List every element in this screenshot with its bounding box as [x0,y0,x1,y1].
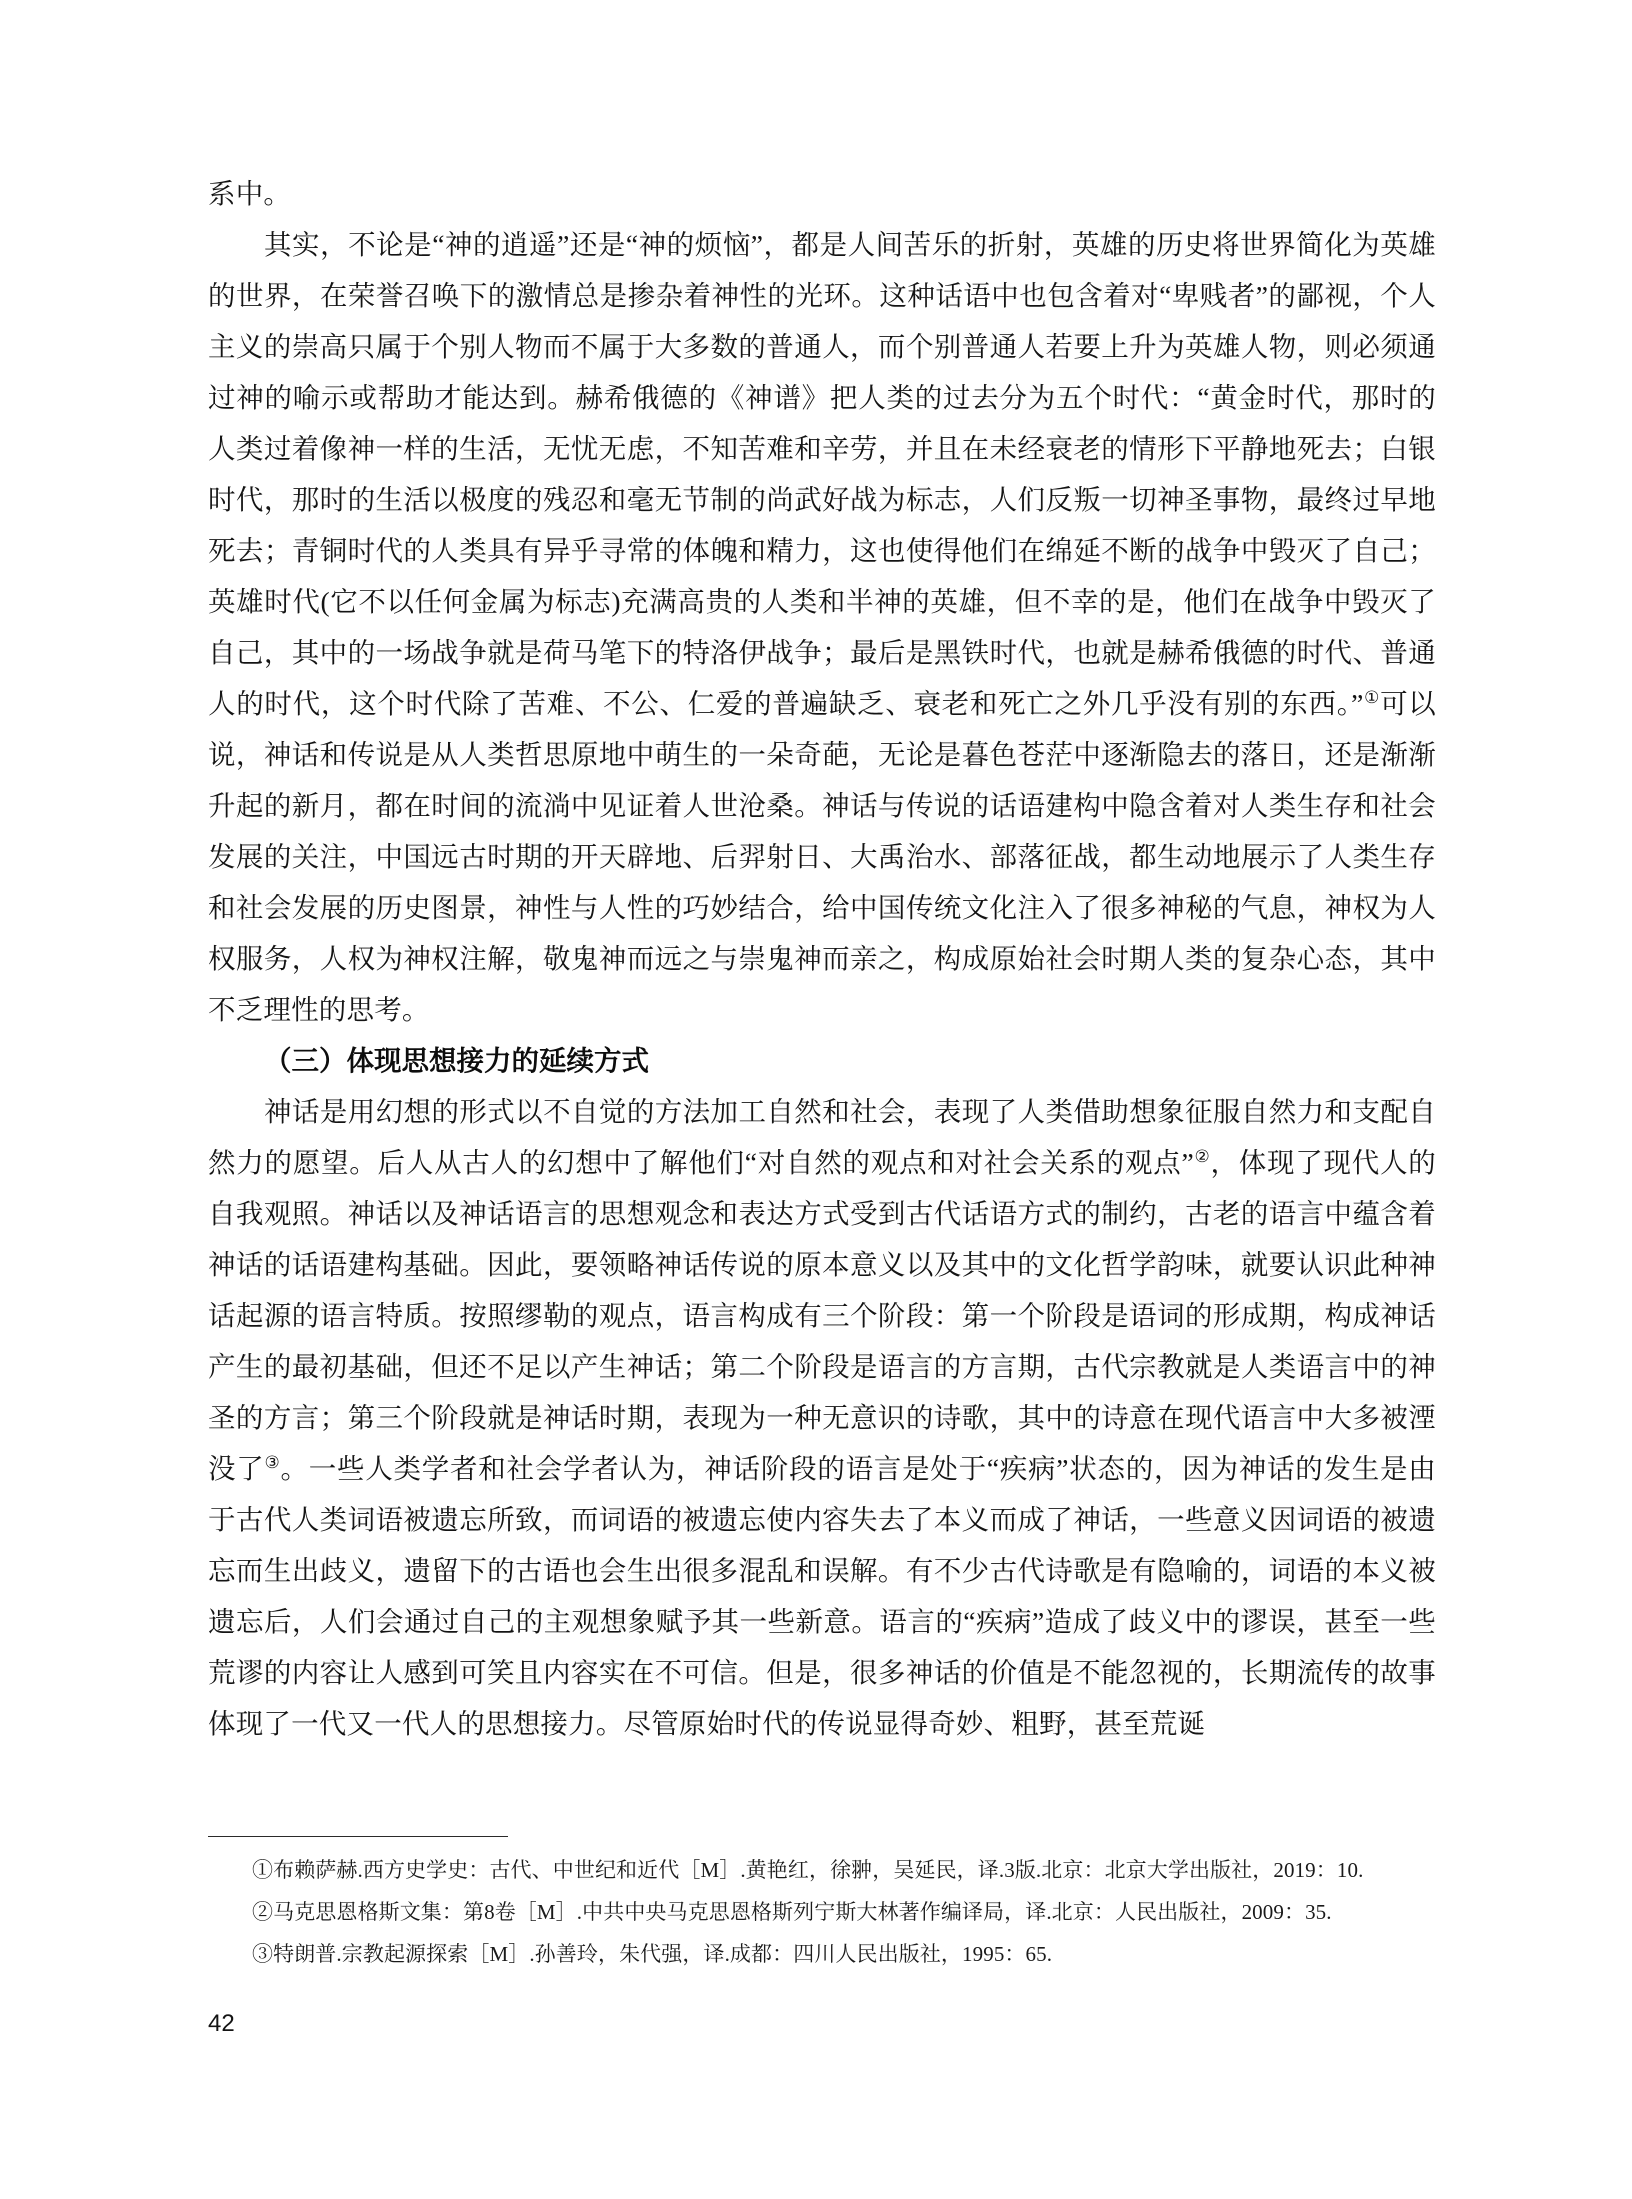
footnote-separator [208,1836,508,1837]
page-number: 42 [208,2010,235,2037]
paragraph-2-text-after-2: 。一些人类学者和社会学者认为，神话阶段的语言是处于“疾病”状态的，因为神话的发生是由于古代人类词语被遗忘所致，而词语的被遗忘使内容失去了本义而成了神话，一些意义因词语的被遗忘而生出歧义，遗留下的古语也会生出很多混乱和误解。有不少古代诗歌是有隐喻的，词语的本义被遗忘后，人们会通过自己的主观想象赋予其一些新意。语言的“疾病”造成了歧义中的谬误，甚至一些荒谬的内容让人感到可笑且内容实在不可信。但是，很多神话的价值是不能忽视的，长期流传的故事体现了一代又一代人的思想接力。尽管原始时代的传说显得奇妙、粗野，甚至荒诞 [208,1453,1436,1739]
footnote-marker-3: ③ [264,1452,281,1472]
paragraph-2 [208,1086,1436,1749]
paragraph-1-text: 其实，不论是“神的逍遥”还是“神的烦恼”，都是人间苦乐的折射，英雄的历史将世界简化为英雄的世界，在荣誉召唤下的激情总是掺杂着神性的光环。这种话语中也包含着对“卑贱者”的鄙视，个人主义的崇高只属于个别人物而不属于大多数的普通人，而个别普通人若要上升为英雄人物，则必须通过神的喻示或帮助才能达到。赫希俄德的《神谱》把人类的过去分为五个时代：“黄金时代，那时的人类过着像神一样的生活，无忧无虑，不知苦难和辛劳，并且在未经衰老的情形下平静地死去；白银时代，那时的生活以极度的残忍和毫无节制的尚武好战为标志，人们反叛一切神圣事物，最终过早地死去；青铜时代的人类具有异乎寻常的体魄和精力，这也使得他们在绵延不断的战争中毁灭了自己；英雄时代(它不以任何金属为标志)充满高贵的人类和半神的英雄，但不幸的是，他们在战争中毁灭了自己，其中的一场战争就是荷马笔下的特洛伊战争；最后是黑铁时代，也就是赫希俄德的时代、普通人的时代，这个时代除了苦难、不公、仁爱的普遍缺乏、衰老和死亡之外几乎没有别的东西。” [208,229,1436,719]
paragraph-continuation: 系中。 [208,178,292,209]
footnote-item: ③特朗普.宗教起源探索［M］.孙善玲，朱代强，译.成都：四川人民出版社，1995：65. [252,1942,1053,1966]
paragraph-2-text: 神话是用幻想的形式以不自觉的方法加工自然和社会，表现了人类借助想象征服自然力和支配自然力的愿望。后人从古人的幻想中了解他们“对自然的观点和对社会关系的观点” [208,1096,1436,1178]
footnote-item: ①布赖萨赫.西方史学史：古代、中世纪和近代［M］.黄艳红，徐翀，吴延民，译.3版.北京：北京大学出版社，2019：10. [252,1858,1364,1882]
paragraph-1 [208,219,1436,1035]
footnote-marker-1: ① [1363,687,1381,707]
section-heading: （三）体现思想接力的延续方式 [264,1045,649,1076]
footnote-item: ②马克思恩格斯文集：第8卷［M］.中共中央马克思恩格斯列宁斯大林著作编译局，译.北京：人民出版社，2009：35. [252,1900,1332,1924]
footnotes-block [208,1836,1436,1977]
footnote-marker-2: ② [1193,1146,1211,1166]
page-body [208,168,1436,1749]
paragraph-2-text-after: ，体现了现代人的自我观照。神话以及神话语言的思想观念和表达方式受到古代话语方式的制约，古老的语言中蕴含着神话的话语建构基础。因此，要领略神话传说的原本意义以及其中的文化哲学韵味，就要认识此种神话起源的语言特质。按照缪勒的观点，语言构成有三个阶段：第一个阶段是语词的形成期，构成神话产生的最初基础，但还不足以产生神话；第二个阶段是语言的方言期，古代宗教就是人类语言中的神圣的方言；第三个阶段就是神话时期，表现为一种无意识的诗歌，其中的诗意在现代语言中大多被湮没了 [208,1147,1436,1484]
paragraph-1-text-after: 可以说，神话和传说是从人类哲思原地中萌生的一朵奇葩，无论是暮色苍茫中逐渐隐去的落日，还是渐渐升起的新月，都在时间的流淌中见证着人世沧桑。神话与传说的话语建构中隐含着对人类生存和社会发展的关注，中国远古时期的开天辟地、后羿射日、大禹治水、部落征战，都生动地展示了人类生存和社会发展的历史图景，神性与人性的巧妙结合，给中国传统文化注入了很多神秘的气息，神权为人权服务，人权为神权注解，敬鬼神而远之与崇鬼神而亲之，构成原始社会时期人类的复杂心态，其中不乏理性的思考。 [208,688,1436,1025]
